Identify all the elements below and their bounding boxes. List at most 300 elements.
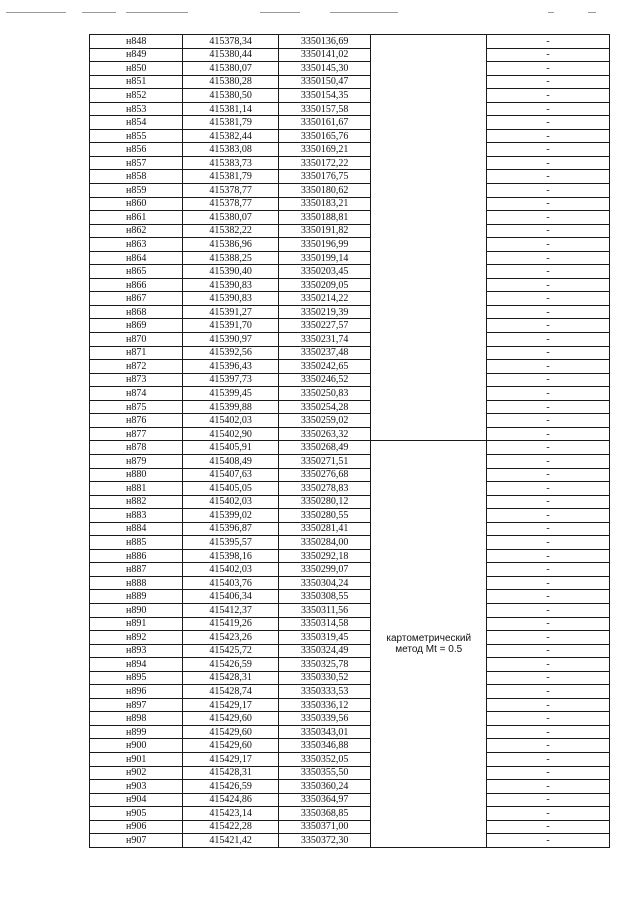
x-coordinate-cell: 415380,44 [183, 48, 278, 62]
x-coordinate-cell: 415421,42 [183, 834, 278, 848]
dash-cell: - [487, 807, 610, 821]
point-name-cell: н865 [90, 265, 183, 279]
table-row [90, 89, 610, 103]
x-coordinate-cell: 415381,79 [183, 116, 278, 130]
x-coordinate-cell: 415381,14 [183, 102, 278, 116]
table-row [90, 211, 610, 225]
dash-cell: - [487, 305, 610, 319]
y-coordinate-cell: 3350203,45 [278, 265, 370, 279]
dash-cell: - [487, 780, 610, 794]
dash-cell: - [487, 739, 610, 753]
point-name-cell: н897 [90, 698, 183, 712]
dash-cell: - [487, 631, 610, 645]
table-row [90, 671, 610, 685]
y-coordinate-cell: 3350172,22 [278, 156, 370, 170]
x-coordinate-cell: 415429,60 [183, 712, 278, 726]
point-name-cell: н889 [90, 590, 183, 604]
point-name-cell: н904 [90, 793, 183, 807]
table-row [90, 48, 610, 62]
dash-cell: - [487, 820, 610, 834]
point-name-cell: н862 [90, 224, 183, 238]
point-name-cell: н867 [90, 292, 183, 306]
y-coordinate-cell: 3350227,57 [278, 319, 370, 333]
point-name-cell: н899 [90, 725, 183, 739]
table-row [90, 590, 610, 604]
x-coordinate-cell: 415424,86 [183, 793, 278, 807]
point-name-cell: н872 [90, 360, 183, 374]
x-coordinate-cell: 415425,72 [183, 644, 278, 658]
dash-cell: - [487, 184, 610, 198]
y-coordinate-cell: 3350360,24 [278, 780, 370, 794]
point-name-cell: н907 [90, 834, 183, 848]
y-coordinate-cell: 3350150,47 [278, 75, 370, 89]
x-coordinate-cell: 415422,28 [183, 820, 278, 834]
dash-cell: - [487, 387, 610, 401]
point-name-cell: н895 [90, 671, 183, 685]
x-coordinate-cell: 415380,07 [183, 62, 278, 76]
x-coordinate-cell: 415382,22 [183, 224, 278, 238]
table-row [90, 766, 610, 780]
x-coordinate-cell: 415429,60 [183, 739, 278, 753]
y-coordinate-cell: 3350219,39 [278, 305, 370, 319]
point-name-cell: н894 [90, 658, 183, 672]
table-row [90, 292, 610, 306]
point-name-cell: н881 [90, 482, 183, 496]
point-name-cell: н887 [90, 563, 183, 577]
dash-cell: - [487, 48, 610, 62]
y-coordinate-cell: 3350161,67 [278, 116, 370, 130]
x-coordinate-cell: 415397,73 [183, 373, 278, 387]
table-row [90, 631, 610, 645]
dash-cell: - [487, 658, 610, 672]
y-coordinate-cell: 3350368,85 [278, 807, 370, 821]
table-row [90, 468, 610, 482]
x-coordinate-cell: 415429,17 [183, 698, 278, 712]
y-coordinate-cell: 3350176,75 [278, 170, 370, 184]
dash-cell: - [487, 671, 610, 685]
dash-cell: - [487, 143, 610, 157]
x-coordinate-cell: 415378,77 [183, 184, 278, 198]
dash-cell: - [487, 590, 610, 604]
table-row [90, 156, 610, 170]
x-coordinate-cell: 415395,57 [183, 536, 278, 550]
table-row [90, 522, 610, 536]
dash-cell: - [487, 265, 610, 279]
table-row [90, 780, 610, 794]
table-row [90, 685, 610, 699]
point-name-cell: н866 [90, 278, 183, 292]
dash-cell: - [487, 292, 610, 306]
table-row [90, 698, 610, 712]
y-coordinate-cell: 3350188,81 [278, 211, 370, 225]
dash-cell: - [487, 238, 610, 252]
table-row [90, 807, 610, 821]
y-coordinate-cell: 3350311,56 [278, 603, 370, 617]
method-cell [371, 441, 487, 847]
x-coordinate-cell: 415423,14 [183, 807, 278, 821]
point-name-cell: н891 [90, 617, 183, 631]
table-row [90, 197, 610, 211]
point-name-cell: н871 [90, 346, 183, 360]
table-row [90, 75, 610, 89]
point-name-cell: н900 [90, 739, 183, 753]
coordinates-table [89, 34, 610, 848]
y-coordinate-cell: 3350271,51 [278, 454, 370, 468]
dash-cell: - [487, 603, 610, 617]
x-coordinate-cell: 415423,26 [183, 631, 278, 645]
dash-cell: - [487, 834, 610, 848]
table-row [90, 725, 610, 739]
y-coordinate-cell: 3350278,83 [278, 482, 370, 496]
y-coordinate-cell: 3350154,35 [278, 89, 370, 103]
point-name-cell: н901 [90, 752, 183, 766]
table-row [90, 834, 610, 848]
method-line-1: картометрический [386, 633, 472, 645]
dash-cell: - [487, 536, 610, 550]
table-row [90, 319, 610, 333]
point-name-cell: н875 [90, 400, 183, 414]
y-coordinate-cell: 3350308,55 [278, 590, 370, 604]
y-coordinate-cell: 3350299,07 [278, 563, 370, 577]
dash-cell: - [487, 319, 610, 333]
y-coordinate-cell: 3350250,83 [278, 387, 370, 401]
dash-cell: - [487, 685, 610, 699]
y-coordinate-cell: 3350352,05 [278, 752, 370, 766]
y-coordinate-cell: 3350268,49 [278, 441, 370, 455]
table-row [90, 509, 610, 523]
x-coordinate-cell: 415380,28 [183, 75, 278, 89]
dash-cell: - [487, 62, 610, 76]
x-coordinate-cell: 415412,37 [183, 603, 278, 617]
table-row [90, 62, 610, 76]
table-row [90, 658, 610, 672]
point-name-cell: н863 [90, 238, 183, 252]
x-coordinate-cell: 415386,96 [183, 238, 278, 252]
dash-cell: - [487, 468, 610, 482]
point-name-cell: н898 [90, 712, 183, 726]
x-coordinate-cell: 415399,45 [183, 387, 278, 401]
table-row [90, 400, 610, 414]
y-coordinate-cell: 3350314,58 [278, 617, 370, 631]
point-name-cell: н864 [90, 251, 183, 265]
y-coordinate-cell: 3350242,65 [278, 360, 370, 374]
y-coordinate-cell: 3350319,45 [278, 631, 370, 645]
table-row [90, 414, 610, 428]
point-name-cell: н880 [90, 468, 183, 482]
y-coordinate-cell: 3350199,14 [278, 251, 370, 265]
x-coordinate-cell: 415381,79 [183, 170, 278, 184]
y-coordinate-cell: 3350330,52 [278, 671, 370, 685]
x-coordinate-cell: 415399,88 [183, 400, 278, 414]
y-coordinate-cell: 3350372,30 [278, 834, 370, 848]
x-coordinate-cell: 415378,77 [183, 197, 278, 211]
point-name-cell: н856 [90, 143, 183, 157]
dash-cell: - [487, 102, 610, 116]
dash-cell: - [487, 576, 610, 590]
x-coordinate-cell: 415380,50 [183, 89, 278, 103]
table-row [90, 752, 610, 766]
y-coordinate-cell: 3350209,05 [278, 278, 370, 292]
point-name-cell: н858 [90, 170, 183, 184]
x-coordinate-cell: 415399,02 [183, 509, 278, 523]
point-name-cell: н906 [90, 820, 183, 834]
x-coordinate-cell: 415388,25 [183, 251, 278, 265]
y-coordinate-cell: 3350183,21 [278, 197, 370, 211]
dash-cell: - [487, 522, 610, 536]
x-coordinate-cell: 415407,63 [183, 468, 278, 482]
table-row [90, 116, 610, 130]
x-coordinate-cell: 415428,31 [183, 671, 278, 685]
method-cell-empty [371, 35, 487, 441]
x-coordinate-cell: 415396,43 [183, 360, 278, 374]
x-coordinate-cell: 415390,40 [183, 265, 278, 279]
y-coordinate-cell: 3350246,52 [278, 373, 370, 387]
y-coordinate-cell: 3350141,02 [278, 48, 370, 62]
dash-cell: - [487, 563, 610, 577]
table-row [90, 360, 610, 374]
table-row [90, 482, 610, 496]
y-coordinate-cell: 3350343,01 [278, 725, 370, 739]
dash-cell: - [487, 278, 610, 292]
y-coordinate-cell: 3350280,12 [278, 495, 370, 509]
y-coordinate-cell: 3350292,18 [278, 549, 370, 563]
y-coordinate-cell: 3350339,56 [278, 712, 370, 726]
y-coordinate-cell: 3350346,88 [278, 739, 370, 753]
y-coordinate-cell: 3350304,24 [278, 576, 370, 590]
dash-cell: - [487, 712, 610, 726]
dash-cell: - [487, 441, 610, 455]
table-row [90, 576, 610, 590]
table-row [90, 305, 610, 319]
point-name-cell: н876 [90, 414, 183, 428]
x-coordinate-cell: 415429,17 [183, 752, 278, 766]
y-coordinate-cell: 3350364,97 [278, 793, 370, 807]
point-name-cell: н883 [90, 509, 183, 523]
dash-cell: - [487, 89, 610, 103]
dash-cell: - [487, 495, 610, 509]
dash-cell: - [487, 346, 610, 360]
point-name-cell: н905 [90, 807, 183, 821]
table-row [90, 820, 610, 834]
x-coordinate-cell: 415405,91 [183, 441, 278, 455]
table-row [90, 441, 610, 455]
dash-cell: - [487, 251, 610, 265]
x-coordinate-cell: 415406,34 [183, 590, 278, 604]
y-coordinate-cell: 3350145,30 [278, 62, 370, 76]
table-row [90, 387, 610, 401]
table-row [90, 373, 610, 387]
dash-cell: - [487, 414, 610, 428]
x-coordinate-cell: 415402,03 [183, 563, 278, 577]
x-coordinate-cell: 415398,16 [183, 549, 278, 563]
point-name-cell: н855 [90, 129, 183, 143]
dash-cell: - [487, 482, 610, 496]
y-coordinate-cell: 3350284,00 [278, 536, 370, 550]
y-coordinate-cell: 3350324,49 [278, 644, 370, 658]
table-row [90, 102, 610, 116]
table-row [90, 549, 610, 563]
y-coordinate-cell: 3350196,99 [278, 238, 370, 252]
point-name-cell: н861 [90, 211, 183, 225]
dash-cell: - [487, 454, 610, 468]
x-coordinate-cell: 415391,70 [183, 319, 278, 333]
x-coordinate-cell: 415405,05 [183, 482, 278, 496]
x-coordinate-cell: 415402,03 [183, 414, 278, 428]
x-coordinate-cell: 415402,90 [183, 427, 278, 441]
table-row [90, 603, 610, 617]
dash-cell: - [487, 211, 610, 225]
point-name-cell: н903 [90, 780, 183, 794]
dash-cell: - [487, 156, 610, 170]
point-name-cell: н879 [90, 454, 183, 468]
point-name-cell: н888 [90, 576, 183, 590]
table-row [90, 454, 610, 468]
x-coordinate-cell: 415402,03 [183, 495, 278, 509]
method-line-2: метод Mt = 0.5 [395, 644, 463, 656]
table-row [90, 224, 610, 238]
point-name-cell: н873 [90, 373, 183, 387]
dash-cell: - [487, 793, 610, 807]
x-coordinate-cell: 415392,56 [183, 346, 278, 360]
scan-header-marks [0, 8, 640, 16]
x-coordinate-cell: 415419,26 [183, 617, 278, 631]
table-row [90, 536, 610, 550]
x-coordinate-cell: 415403,76 [183, 576, 278, 590]
coordinates-table-body [90, 35, 610, 848]
dash-cell: - [487, 427, 610, 441]
y-coordinate-cell: 3350263,32 [278, 427, 370, 441]
point-name-cell: н877 [90, 427, 183, 441]
table-row [90, 333, 610, 347]
x-coordinate-cell: 415396,87 [183, 522, 278, 536]
dash-cell: - [487, 617, 610, 631]
dash-cell: - [487, 725, 610, 739]
y-coordinate-cell: 3350169,21 [278, 143, 370, 157]
table-row [90, 184, 610, 198]
point-name-cell: н870 [90, 333, 183, 347]
point-name-cell: н848 [90, 35, 183, 49]
x-coordinate-cell: 415428,74 [183, 685, 278, 699]
y-coordinate-cell: 3350254,28 [278, 400, 370, 414]
point-name-cell: н854 [90, 116, 183, 130]
table-row [90, 238, 610, 252]
table-row [90, 278, 610, 292]
x-coordinate-cell: 415383,08 [183, 143, 278, 157]
x-coordinate-cell: 415380,07 [183, 211, 278, 225]
dash-cell: - [487, 35, 610, 49]
y-coordinate-cell: 3350136,69 [278, 35, 370, 49]
point-name-cell: н857 [90, 156, 183, 170]
point-name-cell: н896 [90, 685, 183, 699]
table-row [90, 427, 610, 441]
dash-cell: - [487, 333, 610, 347]
dash-cell: - [487, 549, 610, 563]
y-coordinate-cell: 3350333,53 [278, 685, 370, 699]
table-row [90, 346, 610, 360]
point-name-cell: н886 [90, 549, 183, 563]
dash-cell: - [487, 752, 610, 766]
x-coordinate-cell: 415390,97 [183, 333, 278, 347]
table-row [90, 739, 610, 753]
dash-cell: - [487, 197, 610, 211]
y-coordinate-cell: 3350280,55 [278, 509, 370, 523]
dash-cell: - [487, 116, 610, 130]
table-row [90, 129, 610, 143]
x-coordinate-cell: 415383,73 [183, 156, 278, 170]
x-coordinate-cell: 415408,49 [183, 454, 278, 468]
dash-cell: - [487, 400, 610, 414]
point-name-cell: н852 [90, 89, 183, 103]
dash-cell: - [487, 170, 610, 184]
table-row [90, 617, 610, 631]
y-coordinate-cell: 3350325,78 [278, 658, 370, 672]
point-name-cell: н859 [90, 184, 183, 198]
point-name-cell: н868 [90, 305, 183, 319]
table-row [90, 644, 610, 658]
point-name-cell: н850 [90, 62, 183, 76]
table-row [90, 170, 610, 184]
x-coordinate-cell: 415382,44 [183, 129, 278, 143]
table-row [90, 563, 610, 577]
y-coordinate-cell: 3350214,22 [278, 292, 370, 306]
point-name-cell: н860 [90, 197, 183, 211]
y-coordinate-cell: 3350231,74 [278, 333, 370, 347]
point-name-cell: н884 [90, 522, 183, 536]
x-coordinate-cell: 415378,34 [183, 35, 278, 49]
point-name-cell: н853 [90, 102, 183, 116]
y-coordinate-cell: 3350191,82 [278, 224, 370, 238]
point-name-cell: н874 [90, 387, 183, 401]
y-coordinate-cell: 3350157,58 [278, 102, 370, 116]
x-coordinate-cell: 415426,59 [183, 780, 278, 794]
point-name-cell: н892 [90, 631, 183, 645]
dash-cell: - [487, 75, 610, 89]
table-row [90, 35, 610, 49]
table-row [90, 251, 610, 265]
y-coordinate-cell: 3350371,00 [278, 820, 370, 834]
dash-cell: - [487, 698, 610, 712]
point-name-cell: н849 [90, 48, 183, 62]
x-coordinate-cell: 415428,31 [183, 766, 278, 780]
x-coordinate-cell: 415391,27 [183, 305, 278, 319]
point-name-cell: н882 [90, 495, 183, 509]
dash-cell: - [487, 644, 610, 658]
point-name-cell: н890 [90, 603, 183, 617]
y-coordinate-cell: 3350276,68 [278, 468, 370, 482]
dash-cell: - [487, 224, 610, 238]
dash-cell: - [487, 766, 610, 780]
point-name-cell: н869 [90, 319, 183, 333]
dash-cell: - [487, 373, 610, 387]
y-coordinate-cell: 3350180,62 [278, 184, 370, 198]
point-name-cell: н851 [90, 75, 183, 89]
y-coordinate-cell: 3350355,50 [278, 766, 370, 780]
dash-cell: - [487, 360, 610, 374]
table-row [90, 495, 610, 509]
y-coordinate-cell: 3350259,02 [278, 414, 370, 428]
y-coordinate-cell: 3350336,12 [278, 698, 370, 712]
x-coordinate-cell: 415426,59 [183, 658, 278, 672]
table-row [90, 143, 610, 157]
dash-cell: - [487, 129, 610, 143]
dash-cell: - [487, 509, 610, 523]
x-coordinate-cell: 415429,60 [183, 725, 278, 739]
x-coordinate-cell: 415390,83 [183, 278, 278, 292]
point-name-cell: н902 [90, 766, 183, 780]
x-coordinate-cell: 415390,83 [183, 292, 278, 306]
table-row [90, 793, 610, 807]
point-name-cell: н878 [90, 441, 183, 455]
